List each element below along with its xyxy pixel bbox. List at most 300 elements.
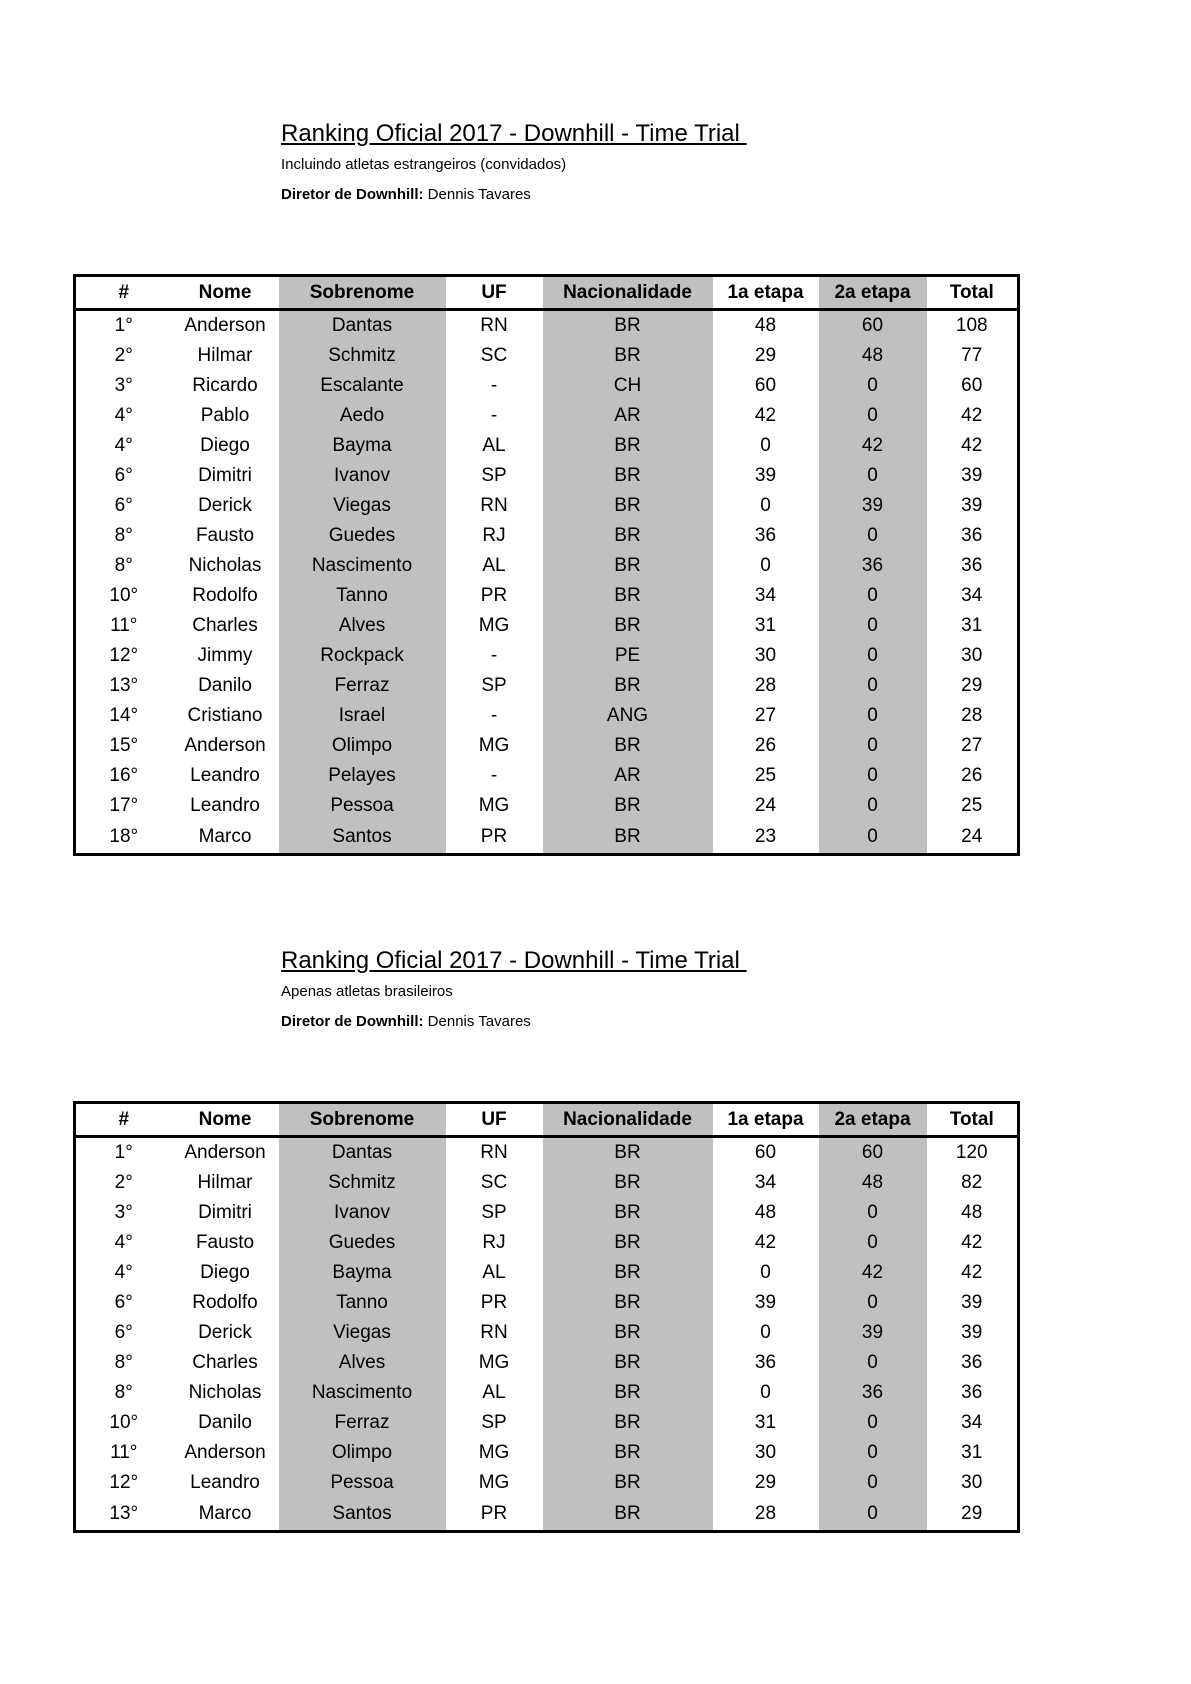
rank-cell: 11°	[110, 615, 138, 636]
nationality-cell: BR	[543, 611, 713, 641]
stage-1-cell: 48	[754, 1202, 777, 1223]
stage-2-cell: 0	[819, 1438, 927, 1468]
last-name-cell: Santos	[279, 1498, 446, 1532]
stage-2-cell: 0	[819, 1468, 927, 1498]
table-row	[75, 1258, 1019, 1288]
first-name-cell: Jimmy	[197, 645, 253, 666]
ranking-title: Ranking Oficial 2017 - Downhill - Time Trial	[281, 120, 747, 147]
state-cell: MG	[478, 1352, 510, 1373]
state-cell: PR	[480, 585, 508, 606]
total-cell: 30	[961, 1472, 983, 1493]
first-name-cell: Hilmar	[197, 345, 253, 366]
last-name-cell: Israel	[279, 701, 446, 731]
first-name-cell: Danilo	[198, 1412, 252, 1433]
first-name-cell: Dimitri	[198, 465, 252, 486]
last-name-cell: Rockpack	[279, 641, 446, 671]
state-cell: RN	[480, 495, 508, 516]
table-row	[75, 791, 1019, 821]
last-name-cell: Santos	[279, 821, 446, 855]
nationality-cell: BR	[543, 731, 713, 761]
stage-2-cell: 0	[819, 461, 927, 491]
table-row	[75, 821, 1019, 855]
stage-1-cell: 48	[754, 315, 777, 336]
stage-2-cell: 0	[819, 1348, 927, 1378]
stage-2-cell: 0	[819, 701, 927, 731]
state-header: UF	[446, 276, 543, 310]
stage-2-cell: 0	[819, 581, 927, 611]
total-cell: 31	[961, 1442, 983, 1463]
state-cell: AL	[482, 1262, 506, 1283]
last-name-cell: Olimpo	[279, 1438, 446, 1468]
rank-cell: 8°	[114, 555, 133, 576]
rank-header: #	[75, 276, 172, 310]
table-row	[75, 310, 1019, 342]
nationality-header: Nacionalidade	[543, 1103, 713, 1137]
nationality-cell: BR	[543, 1198, 713, 1228]
total-cell: 36	[961, 555, 983, 576]
stage-2-cell: 39	[819, 491, 927, 521]
state-cell: SC	[480, 1172, 508, 1193]
stage-2-cell: 0	[819, 1288, 927, 1318]
nationality-cell: BR	[543, 671, 713, 701]
total-cell: 34	[961, 585, 983, 606]
table-header-row	[75, 276, 1019, 310]
first-name-cell: Derick	[198, 1322, 252, 1343]
nationality-cell: BR	[543, 1348, 713, 1378]
total-cell: 34	[961, 1412, 983, 1433]
nationality-cell: BR	[543, 1468, 713, 1498]
state-cell: SC	[480, 345, 508, 366]
state-cell: MG	[478, 1442, 510, 1463]
last-name-cell: Tanno	[279, 1288, 446, 1318]
rank-cell: 12°	[109, 645, 139, 666]
first-name-cell: Anderson	[184, 1142, 266, 1163]
rank-cell: 17°	[109, 795, 139, 816]
stage-1-cell: 34	[754, 1172, 777, 1193]
director-name: Dennis Tavares	[427, 186, 531, 203]
state-cell: MG	[478, 795, 510, 816]
table-row	[75, 1228, 1019, 1258]
last-name-cell: Pessoa	[279, 1468, 446, 1498]
rank-cell: 14°	[109, 705, 139, 726]
nationality-cell: CH	[543, 371, 713, 401]
total-cell: 31	[961, 615, 983, 636]
first-name-cell: Nicholas	[188, 555, 262, 576]
stage-1-cell: 42	[754, 1232, 777, 1253]
state-header: UF	[446, 1103, 543, 1137]
last-name-cell: Pessoa	[279, 791, 446, 821]
stage-2-cell: 42	[819, 431, 927, 461]
last-name-cell: Alves	[279, 1348, 446, 1378]
nationality-cell: PE	[543, 641, 713, 671]
table-row	[75, 731, 1019, 761]
stage-1-cell: 0	[760, 435, 771, 456]
rank-cell: 2°	[114, 345, 133, 366]
state-cell: RJ	[482, 525, 506, 546]
first-name-cell: Leandro	[190, 765, 260, 786]
table-row	[75, 1378, 1019, 1408]
nationality-cell: BR	[543, 431, 713, 461]
table-row	[75, 671, 1019, 701]
first-name-cell: Hilmar	[197, 1172, 253, 1193]
first-name-cell: Derick	[198, 495, 252, 516]
section-2-heading	[281, 947, 747, 1031]
ranking-title: Ranking Oficial 2017 - Downhill - Time Trial	[281, 947, 747, 974]
rank-cell: 13°	[109, 1503, 139, 1524]
first-name-cell: Marco	[198, 1503, 252, 1524]
rank-cell: 4°	[114, 405, 133, 426]
total-cell: 36	[961, 1382, 983, 1403]
stage-1-cell: 29	[754, 345, 777, 366]
table-row	[75, 431, 1019, 461]
last-name-cell: Nascimento	[279, 551, 446, 581]
section-1-heading	[281, 120, 747, 204]
first-name-cell: Danilo	[198, 675, 252, 696]
last-name-cell: Aedo	[279, 401, 446, 431]
rank-cell: 1°	[114, 1142, 133, 1163]
stage-1-cell: 25	[754, 765, 777, 786]
last-name-cell: Viegas	[279, 491, 446, 521]
ranking-table-2	[73, 1101, 1020, 1533]
table-row	[75, 341, 1019, 371]
state-cell: RJ	[482, 1232, 506, 1253]
stage-2-header: 2a etapa	[819, 276, 927, 310]
last-name-cell: Nascimento	[279, 1378, 446, 1408]
nationality-cell: BR	[543, 1168, 713, 1198]
nationality-cell: BR	[543, 1288, 713, 1318]
table-row	[75, 521, 1019, 551]
nationality-cell: BR	[543, 821, 713, 855]
nationality-cell: BR	[543, 581, 713, 611]
rank-cell: 8°	[114, 1382, 133, 1403]
last-name-cell: Bayma	[279, 431, 446, 461]
state-cell: RN	[480, 315, 508, 336]
first-name-header: Nome	[172, 1103, 279, 1137]
total-cell: 39	[961, 1292, 983, 1313]
first-name-cell: Leandro	[190, 1472, 260, 1493]
director-name: Dennis Tavares	[427, 1013, 531, 1030]
first-name-cell: Cristiano	[187, 705, 263, 726]
state-cell: PR	[480, 826, 508, 847]
state-cell: SP	[481, 465, 507, 486]
first-name-cell: Marco	[198, 826, 252, 847]
first-name-cell: Ricardo	[192, 375, 258, 396]
total-cell: 30	[961, 645, 983, 666]
stage-1-cell: 27	[754, 705, 777, 726]
first-name-cell: Leandro	[190, 795, 260, 816]
rank-cell: 2°	[114, 1172, 133, 1193]
stage-1-cell: 28	[754, 1503, 777, 1524]
total-cell: 36	[961, 1352, 983, 1373]
last-name-cell: Olimpo	[279, 731, 446, 761]
table-row	[75, 641, 1019, 671]
stage-2-cell: 0	[819, 1228, 927, 1258]
stage-2-cell: 0	[819, 1498, 927, 1532]
stage-2-cell: 36	[819, 1378, 927, 1408]
first-name-cell: Diego	[200, 435, 250, 456]
state-cell: -	[490, 705, 498, 726]
stage-1-cell: 39	[754, 1292, 777, 1313]
table-row	[75, 551, 1019, 581]
stage-1-cell: 36	[754, 1352, 777, 1373]
first-name-cell: Nicholas	[188, 1382, 262, 1403]
stage-2-cell: 0	[819, 611, 927, 641]
last-name-cell: Ivanov	[279, 461, 446, 491]
total-cell: 42	[961, 435, 983, 456]
stage-1-cell: 0	[760, 1262, 771, 1283]
table-row	[75, 611, 1019, 641]
first-name-cell: Rodolfo	[192, 1292, 258, 1313]
state-cell: SP	[481, 1412, 507, 1433]
stage-2-cell: 0	[819, 1198, 927, 1228]
stage-1-cell: 0	[760, 555, 771, 576]
table-row	[75, 1498, 1019, 1532]
stage-2-cell: 36	[819, 551, 927, 581]
nationality-cell: BR	[543, 1318, 713, 1348]
last-name-cell: Ferraz	[279, 671, 446, 701]
rank-cell: 15°	[109, 735, 139, 756]
table-row	[75, 1318, 1019, 1348]
ranking-subtitle: Incluindo atletas estrangeiros (convidados)	[281, 156, 567, 173]
stage-2-cell: 60	[819, 1137, 927, 1169]
nationality-cell: BR	[543, 1137, 713, 1169]
stage-1-cell: 39	[754, 465, 777, 486]
table-row	[75, 1137, 1019, 1169]
nationality-cell: BR	[543, 1378, 713, 1408]
table-row	[75, 491, 1019, 521]
last-name-cell: Escalante	[279, 371, 446, 401]
rank-cell: 8°	[114, 525, 133, 546]
state-cell: MG	[478, 615, 510, 636]
stage-1-cell: 34	[754, 585, 777, 606]
nationality-cell: BR	[543, 1498, 713, 1532]
last-name-cell: Viegas	[279, 1318, 446, 1348]
first-name-cell: Anderson	[184, 735, 266, 756]
rank-header: #	[75, 1103, 172, 1137]
state-cell: RN	[480, 1322, 508, 1343]
rank-cell: 4°	[114, 1262, 133, 1283]
stage-2-cell: 42	[819, 1258, 927, 1288]
stage-1-cell: 42	[754, 405, 777, 426]
stage-2-cell: 0	[819, 821, 927, 855]
stage-1-cell: 0	[760, 1322, 771, 1343]
rank-cell: 3°	[114, 1202, 133, 1223]
rank-cell: 6°	[114, 1292, 133, 1313]
stage-1-cell: 0	[760, 1382, 771, 1403]
total-cell: 42	[961, 1262, 983, 1283]
last-name-header: Sobrenome	[279, 276, 446, 310]
last-name-cell: Dantas	[279, 310, 446, 342]
total-header: Total	[927, 1103, 1019, 1137]
state-cell: PR	[480, 1503, 508, 1524]
total-cell: 28	[961, 705, 983, 726]
total-cell: 25	[961, 795, 983, 816]
first-name-cell: Pablo	[200, 405, 250, 426]
stage-2-header: 2a etapa	[819, 1103, 927, 1137]
table-row	[75, 1468, 1019, 1498]
stage-2-cell: 0	[819, 671, 927, 701]
stage-1-header: 1a etapa	[713, 1103, 819, 1137]
director-label: Diretor de Downhill:	[281, 186, 424, 203]
total-cell: 39	[961, 495, 983, 516]
rank-cell: 4°	[114, 435, 133, 456]
rank-cell: 6°	[114, 495, 133, 516]
total-cell: 60	[961, 375, 983, 396]
rank-cell: 6°	[114, 1322, 133, 1343]
first-name-cell: Fausto	[195, 525, 255, 546]
state-cell: AL	[482, 1382, 506, 1403]
table-row	[75, 461, 1019, 491]
stage-2-cell: 39	[819, 1318, 927, 1348]
total-cell: 48	[961, 1202, 983, 1223]
table-row	[75, 1348, 1019, 1378]
stage-2-cell: 0	[819, 731, 927, 761]
nationality-cell: BR	[543, 1258, 713, 1288]
stage-2-cell: 0	[819, 761, 927, 791]
rank-cell: 11°	[110, 1442, 138, 1463]
stage-2-cell: 48	[819, 1168, 927, 1198]
director-line	[281, 1013, 747, 1031]
rank-cell: 16°	[109, 765, 139, 786]
stage-2-cell: 0	[819, 371, 927, 401]
nationality-cell: BR	[543, 551, 713, 581]
stage-1-cell: 29	[754, 1472, 777, 1493]
total-cell: 108	[955, 315, 988, 336]
stage-1-cell: 60	[754, 1142, 777, 1163]
stage-2-cell: 0	[819, 641, 927, 671]
stage-1-cell: 24	[754, 795, 777, 816]
director-line	[281, 186, 747, 204]
total-cell: 29	[961, 675, 983, 696]
stage-2-cell: 48	[819, 341, 927, 371]
last-name-cell: Dantas	[279, 1137, 446, 1169]
nationality-cell: BR	[543, 1408, 713, 1438]
director-label: Diretor de Downhill:	[281, 1013, 424, 1030]
rank-cell: 12°	[109, 1472, 139, 1493]
stage-1-cell: 60	[754, 375, 777, 396]
total-cell: 120	[955, 1142, 988, 1163]
last-name-header: Sobrenome	[279, 1103, 446, 1137]
last-name-cell: Schmitz	[279, 341, 446, 371]
stage-1-cell: 28	[754, 675, 777, 696]
ranking-table-1	[73, 274, 1020, 856]
table-row	[75, 581, 1019, 611]
last-name-cell: Guedes	[279, 521, 446, 551]
first-name-cell: Charles	[192, 615, 258, 636]
stage-1-cell: 0	[760, 495, 771, 516]
stage-2-cell: 60	[819, 310, 927, 342]
total-cell: 42	[961, 405, 983, 426]
stage-1-cell: 30	[754, 645, 777, 666]
total-cell: 26	[961, 765, 983, 786]
nationality-cell: ANG	[543, 701, 713, 731]
stage-1-cell: 36	[754, 525, 777, 546]
rank-cell: 4°	[114, 1232, 133, 1253]
rank-cell: 10°	[109, 1412, 139, 1433]
table-row	[75, 371, 1019, 401]
first-name-cell: Anderson	[184, 315, 266, 336]
stage-2-cell: 0	[819, 401, 927, 431]
state-cell: RN	[480, 1142, 508, 1163]
table-row	[75, 1438, 1019, 1468]
total-cell: 42	[961, 1232, 983, 1253]
state-cell: PR	[480, 1292, 508, 1313]
table-row	[75, 401, 1019, 431]
last-name-cell: Ferraz	[279, 1408, 446, 1438]
total-cell: 24	[961, 826, 983, 847]
table-row	[75, 1198, 1019, 1228]
last-name-cell: Ivanov	[279, 1198, 446, 1228]
stage-1-cell: 31	[754, 615, 777, 636]
nationality-cell: BR	[543, 521, 713, 551]
total-header: Total	[927, 276, 1019, 310]
nationality-cell: BR	[543, 310, 713, 342]
total-cell: 77	[961, 345, 983, 366]
total-cell: 39	[961, 1322, 983, 1343]
rank-cell: 18°	[109, 826, 139, 847]
stage-2-cell: 0	[819, 521, 927, 551]
state-cell: MG	[478, 735, 510, 756]
total-cell: 27	[961, 735, 983, 756]
rank-cell: 3°	[114, 375, 133, 396]
last-name-cell: Bayma	[279, 1258, 446, 1288]
nationality-cell: BR	[543, 1228, 713, 1258]
stage-1-cell: 31	[754, 1412, 777, 1433]
table-row	[75, 1408, 1019, 1438]
total-cell: 29	[961, 1503, 983, 1524]
nationality-cell: BR	[543, 491, 713, 521]
table-row	[75, 1168, 1019, 1198]
rank-cell: 8°	[114, 1352, 133, 1373]
table-header-row	[75, 1103, 1019, 1137]
state-cell: -	[490, 405, 498, 426]
first-name-cell: Fausto	[195, 1232, 255, 1253]
rank-cell: 6°	[114, 465, 133, 486]
state-cell: AL	[482, 435, 506, 456]
first-name-cell: Rodolfo	[192, 585, 258, 606]
first-name-header: Nome	[172, 276, 279, 310]
nationality-cell: BR	[543, 461, 713, 491]
nationality-cell: BR	[543, 341, 713, 371]
last-name-cell: Guedes	[279, 1228, 446, 1258]
last-name-cell: Alves	[279, 611, 446, 641]
first-name-cell: Diego	[200, 1262, 250, 1283]
total-cell: 36	[961, 525, 983, 546]
rank-cell: 13°	[109, 675, 139, 696]
state-cell: -	[490, 645, 498, 666]
stage-1-cell: 26	[754, 735, 777, 756]
stage-2-cell: 0	[819, 791, 927, 821]
last-name-cell: Schmitz	[279, 1168, 446, 1198]
rank-cell: 1°	[114, 315, 133, 336]
table-row	[75, 1288, 1019, 1318]
first-name-cell: Anderson	[184, 1442, 266, 1463]
state-cell: -	[490, 765, 498, 786]
rank-cell: 10°	[109, 585, 139, 606]
last-name-cell: Tanno	[279, 581, 446, 611]
total-cell: 39	[961, 465, 983, 486]
nationality-header: Nacionalidade	[543, 276, 713, 310]
table-row	[75, 701, 1019, 731]
state-cell: MG	[478, 1472, 510, 1493]
nationality-cell: BR	[543, 791, 713, 821]
total-cell: 82	[961, 1172, 983, 1193]
nationality-cell: AR	[543, 761, 713, 791]
last-name-cell: Pelayes	[279, 761, 446, 791]
state-cell: SP	[481, 675, 507, 696]
state-cell: AL	[482, 555, 506, 576]
state-cell: SP	[481, 1202, 507, 1223]
